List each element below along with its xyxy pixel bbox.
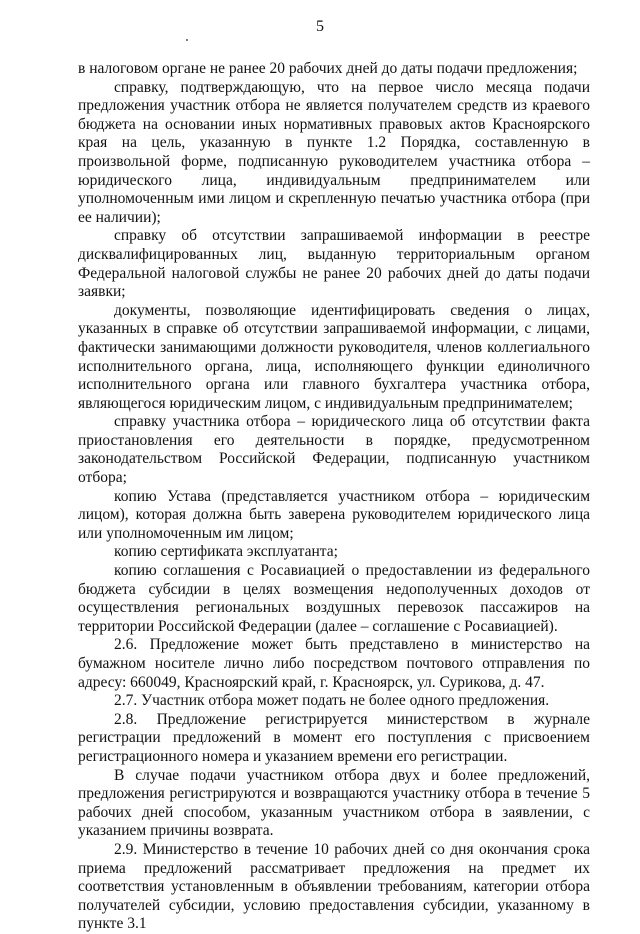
paragraph-rosaviatsia-agreement-copy: копию соглашения с Росавиацией о предоставлении из федерального бюджета субсидии в целях возмещения недополученных доходов от осуществления региональных воздушных перевозок пассажиров на территории Российской Федерации (далее – соглашение с Росавиацией). — [78, 562, 590, 635]
document-body — [78, 60, 590, 934]
paragraph-tax-certificate-tail: в налоговом органе не ранее 20 рабочих дней до даты подачи предложения; — [78, 60, 578, 77]
paragraph-charter-copy: копию Устава (представляется участником отбора – юридическим лицом), которая должна быть заверена руководителем юридического лица или уполномоченным им лицом; — [78, 487, 590, 542]
paragraph-disqualified-registry-certificate: справку об отсутствии запрашиваемой информации в реестре дисквалифицированных лиц, выданную территориальным органом Федеральной налоговой службы не ранее 20 рабочих дней до даты подачи заявки; — [78, 227, 590, 301]
paragraph-2-9: 2.9. Министерство в течение 10 рабочих дней со дня окончания срока приема предложений рассматривает предложения на предмет их соответствия установленным в объявлении требованиям, категории отбора получателей субсидии, условию предоставления субсидии, указанному в пункте 3.1 — [78, 840, 590, 933]
paragraph-budget-certificate: справку, подтверждающую, что на первое число месяца подачи предложения участник отбора не является получателем средств из краевого бюджета на основании иных нормативных правовых актов Красноярского края на цель, указанную в пункте 1.2 Порядка, составленную в произвольной форме, подписанную руководителем участника отбора – юридического лица, индивидуальным предпринимателем или уполномоченным ими лицом и скрепленную печатью участника отбора (при ее наличии); — [78, 78, 590, 226]
paragraph-operator-certificate-copy: копию сертификата эксплуатанта; — [114, 543, 338, 561]
paragraph-no-suspension-certificate: справку участника отбора – юридического лица об отсутствии факта приостановления его деятельности в порядке, предусмотренном законодательством Российской Федерации, подписанную участником отбора; — [78, 413, 590, 487]
paragraph-identification-documents: документы, позволяющие идентифицировать сведения о лицах, указанных в справке об отсутствии запрашиваемой информации, с лицами, фактически занимающими должности руководителя, членов коллегиального исполнительного органа, лица, исполняющего функции единоличного исполнительного органа или главного бухгалтера участника отбора, являющегося юридическим лицом, с индивидуальным предпринимателем; — [78, 301, 590, 412]
paragraph-2-8: 2.8. Предложение регистрируется министерством в журнале регистрации предложений в момент его поступления с присвоением регистрационного номера и указанием времени его регистрации. — [78, 710, 590, 765]
paragraph-multiple-proposals: В случае подачи участником отбора двух и более предложений, предложения регистрируются и возвращаются участнику отбора в течение 5 рабочих дней способом, указанным участником отбора в заявлении, с указанием причины возврата. — [78, 766, 590, 840]
scan-artifact-dot — [186, 39, 188, 41]
paragraph-2-6: 2.6. Предложение может быть представлено в министерство на бумажном носителе лично либо посредством почтового отправления по адресу: 660049, Красноярский край, г. Красноярск, ул. Сурикова, д. 47. — [78, 636, 590, 691]
page-number: 5 — [316, 18, 324, 35]
paragraph-2-7: 2.7. Участник отбора может подать не более одного предложения. — [114, 692, 550, 710]
